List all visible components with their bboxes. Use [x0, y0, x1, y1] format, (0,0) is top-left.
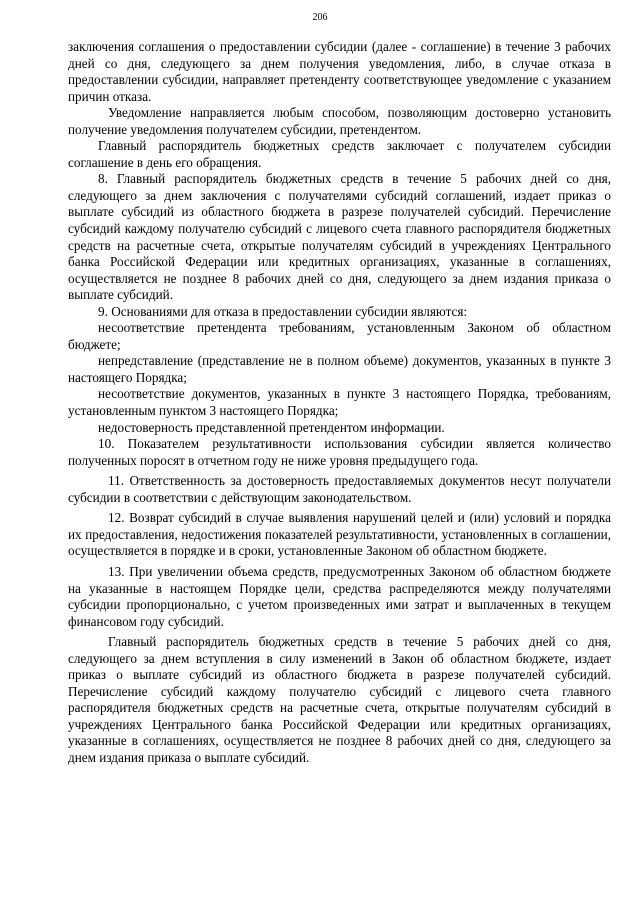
- paragraph-additional-order: Главный распорядитель бюджетных средств в течение 5 рабочих дней со дня, следующего за днем вступления в силу изменений в Закон об областном бюджете, издает приказ о выплате субсидий из областного бюджета в разрезе получателей субсидий. Перечисление субсидий каждому получателю субсидий с лицевого счета главного распорядителя бюджетных средств на расчетные счета, открытые получателям субсидий в учреждениях Центрального банка Российской Федерации или кредитных организациях, указанные в соглашениях, осуществляется не позднее 8 рабочих дней со дня, следующего за днем издания приказа о выплате субсидий.: [68, 634, 611, 765]
- paragraph-refusal-reason-4: недостоверность представленной претендентом информации.: [98, 419, 445, 435]
- paragraph-item-8: 8. Главный распорядитель бюджетных средств в течение 5 рабочих дней со дня, следующего за днем заключения с получателями субсидий соглашений, издает приказ о выплате субсидий из областного бюджета в разрезе получателей субсидий. Перечисление субсидий каждому получателю субсидий с лицевого счета главного распорядителя бюджетных средств на расчетные счета, открытые получателям субсидий в учреждениях Центрального банка Российской Федерации или кредитных организациях, указанные в соглашениях, осуществляется не позднее 8 рабочих дней со дня, следующего за днем издания приказа о выплате субсидий.: [68, 171, 611, 303]
- paragraph-notification-method: Уведомление направляется любым способом, позволяющим достоверно установить получение уведомления получателем субсидии, претендентом.: [68, 105, 611, 137]
- paragraph-item-9: 9. Основаниями для отказа в предоставлении субсидии являются:: [98, 303, 468, 319]
- paragraph-item-11: 11. Ответственность за достоверность предоставляемых документов несут получатели субсидии в соответствии с действующим законодательством.: [68, 473, 611, 505]
- paragraph-refusal-reason-1: несоответствие претендента требованиям, установленным Законом об областном бюджете;: [68, 320, 611, 352]
- paragraph-refusal-reason-3: несоответствие документов, указанных в пункте 3 настоящего Порядка, требованиям, установленным пунктом 3 настоящего Порядка;: [68, 386, 611, 419]
- paragraph-agreement-conclusion: Главный распорядитель бюджетных средств заключает с получателем субсидии соглашение в день его обращения.: [68, 138, 611, 170]
- paragraph-refusal-reason-2: непредставление (представление не в полном объеме) документов, указанных в пункте 3 настоящего Порядка;: [68, 353, 611, 385]
- page-number: 206: [312, 12, 328, 23]
- paragraph-item-13: 13. При увеличении объема средств, предусмотренных Законом об областном бюджете на указанные в настоящем Порядке цели, средства распределяются между получателями субсидии пропорционально, с учетом произведенных ими затрат и выплаченных в текущем финансовом году субсидий.: [68, 563, 611, 629]
- paragraph-agreement-notice: заключения соглашения о предоставлении субсидии (далее - соглашение) в течение 3 рабочих дней со дня, следующего за днем получения уведомления, либо, в случае отказа в предоставлении субсидии, направляет претенденту соответствующее уведомление с указанием причин отказа.: [68, 39, 611, 104]
- paragraph-item-12: 12. Возврат субсидий в случае выявления нарушений целей и (или) условий и порядка их предоставления, недостижения показателей результативности, установленных в соглашении, осуществляется в порядке и в сроки, установленные Законом об областном бюджете.: [68, 510, 611, 559]
- paragraph-item-10: 10. Показателем результативности использования субсидии является количество полученных поросят в отчетном году не ниже уровня предыдущего года.: [68, 436, 611, 468]
- body-text: [68, 39, 611, 767]
